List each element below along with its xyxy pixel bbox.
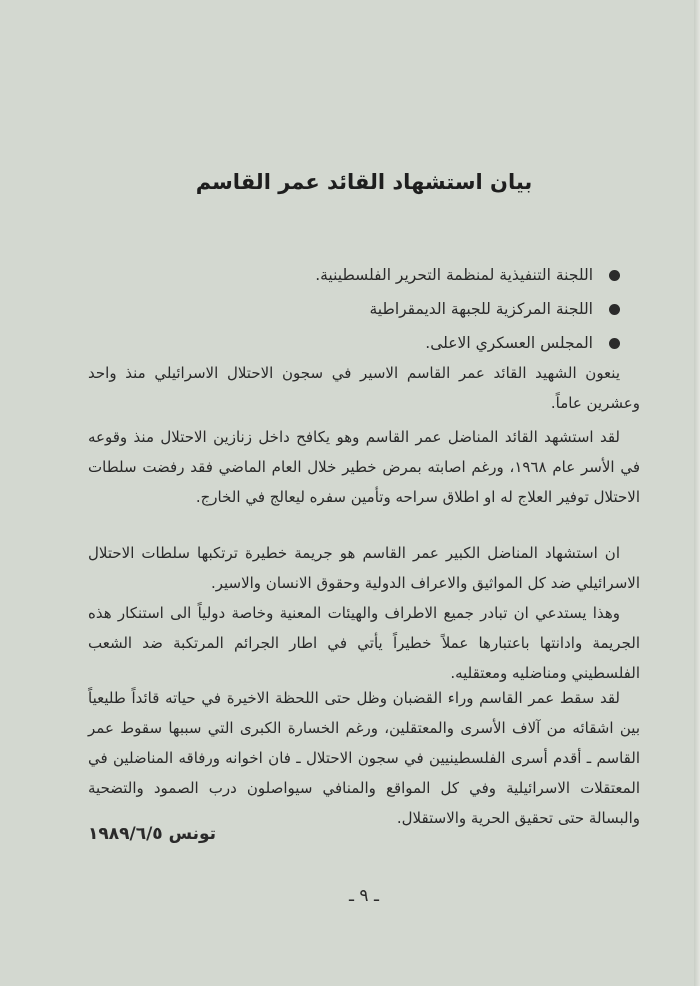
bullet-icon [609, 304, 620, 315]
recipient-label: اللجنة التنفيذية لمنظمة التحرير الفلسطينية. [315, 266, 593, 284]
recipient-item [315, 326, 620, 360]
document-title: بيان استشهاد القائد عمر القاسم [195, 170, 533, 194]
paragraph: وهذا يستدعي ان تبادر جميع الاطراف والهيئات المعنية وخاصة دولياً الى استنكار هذه الجريمة وادانتها باعتبارها عملاً خطيراً يأتي في اطار الجرائم المرتكبة ضد الشعب الفلسطيني ومناضليه ومعتقليه. [88, 604, 640, 682]
recipient-item [315, 258, 620, 292]
paragraph: ينعون الشهيد القائد عمر القاسم الاسير في سجون الاحتلال الاسرائيلي منذ واحد وعشرين عاماً. [88, 364, 640, 412]
paragraph: ان استشهاد المناضل الكبير عمر القاسم هو جريمة خطيرة ترتكبها سلطات الاحتلال الاسرائيلي ضد كل المواثيق والاعراف الدولية وحقوق الانسان والاسير. [88, 544, 640, 592]
bullet-icon [609, 270, 620, 281]
paragraph: لقد سقط عمر القاسم وراء القضبان وظل حتى اللحظة الاخيرة في حياته قائداً طليعياً بين اشقائه من آلاف الأسرى والمعتقلين، ورغم الخسارة الكبرى التي سببها سقوط عمر القاسم ـ أقدم أسرى الفلسطينيين في سجون الاحتلال ـ فان اخوانه ورفاقه المناضلين في المعتقلات الاسرائيلية وفي كل المواقع والمنافي سيواصلون درب الصمود والتضحية والبسالة حتى تحقيق الحرية والاستقلال. [88, 689, 640, 827]
page-edge [694, 0, 700, 986]
recipient-label: اللجنة المركزية للجبهة الديمقراطية [369, 300, 593, 318]
recipients-list [315, 258, 620, 360]
page-number: ـ ٩ ـ [349, 886, 379, 906]
paragraph: لقد استشهد القائد المناضل عمر القاسم وهو يكافح داخل زنازين الاحتلال منذ وقوعه في الأسر عام ١٩٦٨، ورغم اصابته بمرض خطير خلال العام الماضي فقد رفضت سلطات الاحتلال توفير العلاج له او اطلاق سراحه وتأمين سفره ليعالج في الخارج. [88, 428, 640, 506]
signature-date: تونس ١٩٨٩/٦/٥ [88, 824, 217, 844]
recipient-label: المجلس العسكري الاعلى. [425, 334, 593, 352]
bullet-icon [609, 338, 620, 349]
recipient-item [315, 292, 620, 326]
